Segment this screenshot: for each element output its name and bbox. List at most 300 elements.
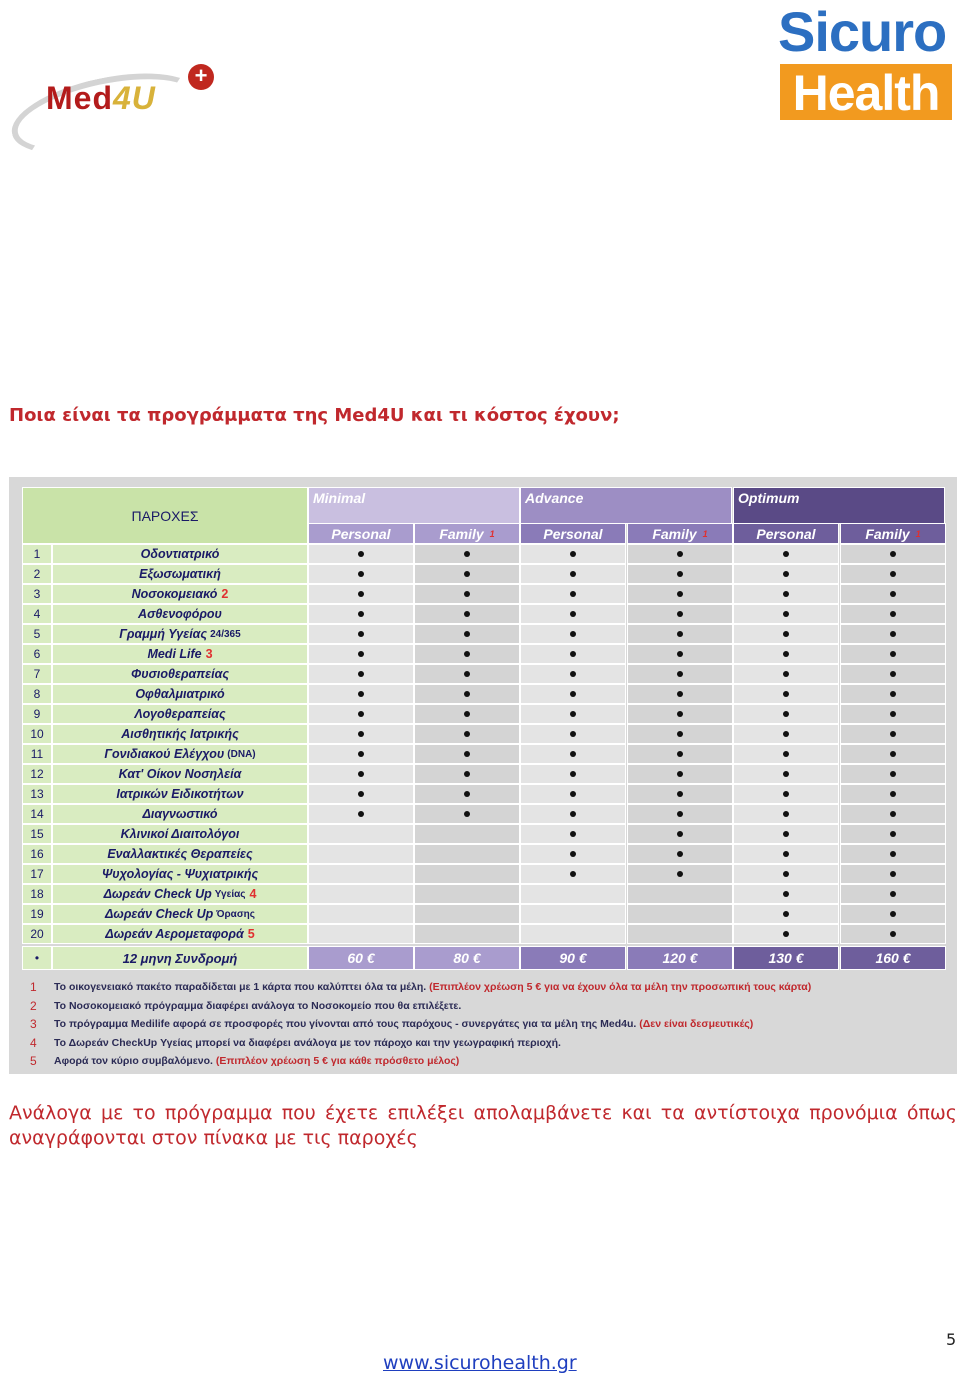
coverage-cell [733,804,839,824]
subheader-label: Family [439,525,484,542]
bullet-icon [677,611,683,617]
coverage-cell [414,884,520,904]
service-extra: 24/365 [210,628,241,640]
bullet-icon [890,691,896,697]
footnote-text: Το οικογενειακό πακέτο παραδίδεται με 1 κάρτα που καλύπτει όλα τα μέλη. (Επιπλέον χρέωση 5 € για να έχουν όλα τα μέλη την προσωπική τους κάρτα) [54,981,812,993]
service-label: Αισθητικής Ιατρικής [121,727,239,741]
service-label: Διαγνωστικό [142,807,218,821]
bullet-icon [890,571,896,577]
bullet-icon [464,591,470,597]
coverage-cell [627,784,733,804]
subheader-label: Family [865,525,910,542]
footnote-number: 4 [30,1035,37,1050]
coverage-cell [840,924,946,944]
coverage-cell [840,544,946,564]
bullet-icon [783,571,789,577]
price-cell: 60 € [308,946,414,970]
subheader-personal [733,523,839,544]
coverage-cell [733,884,839,904]
price-cell: 160 € [840,946,946,970]
coverage-cell [414,924,520,944]
paragraph-word: επιλέξει [387,1102,465,1124]
price-cell: 120 € [627,946,733,970]
subheader-personal [520,523,626,544]
coverage-cell [308,684,414,704]
row-number: 17 [22,864,52,884]
bullet-icon [358,611,364,617]
coverage-cell [414,564,520,584]
coverage-cell [308,804,414,824]
coverage-cell [520,844,626,864]
footnote [30,1034,950,1053]
coverage-cell [520,664,626,684]
coverage-cell [414,804,520,824]
coverage-cell [308,864,414,884]
paragraph-word: τα [660,1102,685,1124]
bullet-icon [890,611,896,617]
service-name [52,904,308,924]
coverage-cell [308,664,414,684]
row-number: 10 [22,724,52,744]
bullet-icon [783,791,789,797]
paragraph-word: έχετε [324,1102,379,1124]
bullet-icon [358,811,364,817]
bullet-icon [890,631,896,637]
coverage-cell [840,844,946,864]
bullet-icon [358,791,364,797]
coverage-cell [840,664,946,684]
footnote-ref: 1 [915,528,921,539]
coverage-cell [627,804,733,824]
coverage-cell [520,684,626,704]
bullet-icon [677,671,683,677]
service-name [52,784,308,804]
coverage-cell [627,584,733,604]
bullet-icon [570,671,576,677]
service-name [52,764,308,784]
bullet-icon [677,811,683,817]
footnote-ref: 3 [205,647,213,661]
footnote-ref: 2 [221,587,229,601]
coverage-cell [414,604,520,624]
plan-header-advance: Advance [520,487,732,524]
row-number: 15 [22,824,52,844]
coverage-cell [414,844,520,864]
bullet-icon [464,791,470,797]
coverage-cell [520,584,626,604]
footnote-number: 2 [30,998,37,1013]
bullet-icon [570,871,576,877]
subheader-label: Family [652,525,697,542]
row-number: 16 [22,844,52,864]
coverage-cell [308,584,414,604]
bullet-icon [783,911,789,917]
price-cell: 80 € [414,946,520,970]
coverage-cell [627,744,733,764]
coverage-cell [414,704,520,724]
subheader-label: Personal [756,525,816,542]
bullet-icon [783,611,789,617]
row-number: 20 [22,924,52,944]
service-name [52,864,308,884]
footnote-number: 5 [30,1054,37,1068]
paragraph-word: απολαμβάνετε [473,1102,613,1124]
coverage-cell [414,824,520,844]
bullet-icon [677,711,683,717]
coverage-cell [520,744,626,764]
service-name [52,844,308,864]
coverage-cell [840,624,946,644]
coverage-cell [308,704,414,724]
coverage-cell [308,604,414,624]
coverage-cell [414,644,520,664]
coverage-cell [627,904,733,924]
coverage-cell [627,704,733,724]
paragraph-word: και [621,1102,652,1124]
coverage-cell [627,544,733,564]
coverage-cell [840,904,946,924]
footnote [30,978,950,997]
coverage-cell [840,704,946,724]
coverage-cell [308,784,414,804]
service-name [52,884,308,904]
coverage-cell [308,644,414,664]
bullet-icon [783,771,789,777]
coverage-cell [733,604,839,624]
sicuro-logo-line1: Sicuro [778,0,947,63]
coverage-cell [840,724,946,744]
service-name [52,824,308,844]
service-name [52,744,308,764]
bullet-icon [570,731,576,737]
coverage-cell [840,804,946,824]
coverage-cell [627,624,733,644]
bullet-icon [890,711,896,717]
service-label: Medi Life [147,647,202,661]
bullet-icon [783,671,789,677]
bullet-icon [677,751,683,757]
row-number: 2 [22,564,52,584]
bullet-icon [783,651,789,657]
bullet-icon [464,671,470,677]
bullet-icon [890,651,896,657]
coverage-cell [627,564,733,584]
bullet-icon [570,691,576,697]
paragraph-word: με [100,1102,124,1124]
coverage-cell [308,904,414,924]
service-label: Ψυχολογίας - Ψυχιατρικής [101,867,259,881]
bullet-icon [464,611,470,617]
bullet-icon [890,851,896,857]
coverage-cell [627,724,733,744]
coverage-cell [627,644,733,664]
footnote-ref: 4 [249,887,257,901]
coverage-cell [520,884,626,904]
bullet-icon [464,691,470,697]
footnote-highlight: (Δεν είναι δεσμευτικές) [636,1018,754,1030]
service-name [52,804,308,824]
footnote-text: Το Δωρεάν CheckUp Υγείας μπορεί να διαφέρει ανάλογα με τον πάροχο και την γεωγραφική περιοχή. [54,1036,561,1049]
sicuro-logo-line2: Health [780,64,952,120]
bullet-icon [358,551,364,557]
coverage-cell [520,864,626,884]
coverage-cell [414,744,520,764]
coverage-cell [308,564,414,584]
footnote-number: 3 [30,1017,37,1031]
coverage-cell [520,644,626,664]
coverage-cell [733,544,839,564]
sicuro-health-logo [778,0,954,121]
row-number: 5 [22,624,52,644]
coverage-cell [627,864,733,884]
coverage-cell [627,664,733,684]
service-extra: Όρασης [216,908,255,920]
coverage-cell [520,624,626,644]
bullet-icon [677,831,683,837]
coverage-cell [308,824,414,844]
price-cell: 90 € [520,946,626,970]
footnote-ref: 5 [247,927,255,941]
bullet-icon [677,791,683,797]
service-label: Ασθενοφόρου [138,607,222,621]
paragraph-word: που [281,1102,316,1124]
service-name [52,544,308,564]
coverage-cell [733,764,839,784]
service-name [52,604,308,624]
paragraph-line-1 [9,1101,957,1126]
bullet-icon [677,871,683,877]
bullet-icon [464,711,470,717]
service-name [52,724,308,744]
table-footnotes [30,978,950,1071]
footnote-text: Το πρόγραμμα Medilife αφορά σε προσφορές που γίνονται από τους παρόχους - συνεργάτες για τα μέλη της Med4u. (Δεν είναι δεσμευτικές) [54,1018,754,1030]
footnote-highlight: (Επιπλέον χρέωση 5 € για να έχουν όλα τα μέλη την προσωπική τους κάρτα) [426,981,812,993]
row-number: 18 [22,884,52,904]
coverage-cell [520,784,626,804]
coverage-cell [414,724,520,744]
footnote [30,1052,950,1071]
paragraph-word: όπως [906,1102,957,1124]
footnote-ref: 1 [702,528,708,539]
footnote-number: 1 [30,980,37,994]
coverage-cell [414,584,520,604]
footnote [30,997,950,1016]
coverage-cell [840,824,946,844]
coverage-cell [627,684,733,704]
coverage-cell [733,844,839,864]
bullet-icon [570,711,576,717]
bullet-icon [570,651,576,657]
service-extra: Υγείας [214,888,246,900]
coverage-cell [308,624,414,644]
paragraph-word: αντίστοιχα [693,1102,801,1124]
row-number: 19 [22,904,52,924]
bullet-icon [464,771,470,777]
subheader-label: Personal [543,525,603,542]
coverage-cell [414,784,520,804]
bullet-icon [890,751,896,757]
coverage-cell [627,764,733,784]
footer-link[interactable]: www.sicurohealth.gr [383,1352,577,1374]
coverage-cell [840,744,946,764]
bullet-icon [890,891,896,897]
bullet-icon [570,591,576,597]
paragraph-word: το [132,1102,156,1124]
coverage-cell [520,564,626,584]
service-label: Εξωσωματική [139,567,221,581]
bullet-icon [890,911,896,917]
row-number: 11 [22,744,52,764]
bullet-icon [358,771,364,777]
coverage-cell [520,704,626,724]
service-label: Φυσιοθεραπείας [130,667,230,681]
coverage-cell [840,584,946,604]
service-name [52,564,308,584]
paragraph-word: Ανάλογα [9,1102,92,1124]
bullet-icon [783,931,789,937]
bullet-icon [358,691,364,697]
bullet-icon [358,751,364,757]
bullet-icon [464,651,470,657]
description-paragraph [9,1101,957,1151]
coverage-cell [520,544,626,564]
coverage-cell [733,684,839,704]
service-label: Ιατρικών Ειδικοτήτων [116,787,244,801]
coverage-cell [308,724,414,744]
service-label: Οφθαλμιατρικό [135,687,225,701]
bullet-icon [358,571,364,577]
coverage-cell [627,884,733,904]
bullet-icon [677,691,683,697]
bullet-icon [570,571,576,577]
bullet-icon [677,651,683,657]
table-header-label: ΠΑΡΟΧΕΣ [22,487,308,544]
bullet-icon [783,551,789,557]
coverage-cell [414,544,520,564]
bullet-icon [783,631,789,637]
bullet-icon [890,551,896,557]
service-name [52,644,308,664]
bullet-icon [783,891,789,897]
footnote-highlight: (Επιπλέον χρέωση 5 € για κάθε πρόσθετο μέλος) [212,1055,460,1067]
coverage-cell [627,824,733,844]
bullet-icon [783,691,789,697]
bullet-icon [358,651,364,657]
bullet-icon [464,551,470,557]
subheader-label: Personal [331,525,391,542]
footnote-ref: 1 [489,528,495,539]
row-number: 12 [22,764,52,784]
coverage-cell [414,764,520,784]
coverage-cell [414,664,520,684]
page-number: 5 [946,1330,957,1349]
service-label: Κατ' Οίκον Νοσηλεία [118,767,242,781]
bullet-icon [783,751,789,757]
bullet-icon [783,591,789,597]
coverage-cell [520,824,626,844]
row-number: 7 [22,664,52,684]
subheader-family [840,523,946,544]
footnote-text: Αφορά τον κύριο συμβαλόμενο. (Επιπλέον χρέωση 5 € για κάθε πρόσθετο μέλος) [54,1055,460,1067]
price-row-label: 12 μηνη Συνδρομή [52,946,308,970]
service-label: Κλινικοί Διαιτολόγοι [120,827,240,841]
coverage-cell [733,744,839,764]
price-cell: 130 € [733,946,839,970]
service-name [52,584,308,604]
bullet-icon [783,871,789,877]
service-name [52,624,308,644]
coverage-cell [414,624,520,644]
row-number: 14 [22,804,52,824]
bullet-icon [358,591,364,597]
coverage-cell [308,844,414,864]
bullet-icon [570,851,576,857]
bullet-icon [783,711,789,717]
price-row-bullet: • [22,946,52,970]
coverage-cell [733,644,839,664]
bullet-icon [677,731,683,737]
bullet-icon [677,851,683,857]
coverage-cell [733,624,839,644]
bullet-icon [890,831,896,837]
coverage-cell [840,884,946,904]
section-question: Ποια είναι τα προγράμματα της Med4U και τι κόστος έχουν; [9,405,620,426]
bullet-icon [570,771,576,777]
coverage-cell [840,784,946,804]
bullet-icon [890,731,896,737]
row-number: 3 [22,584,52,604]
row-number: 13 [22,784,52,804]
coverage-cell [733,584,839,604]
bullet-icon [570,551,576,557]
service-name [52,704,308,724]
bullet-icon [358,631,364,637]
service-label: Γραμμή Υγείας [119,627,208,641]
subheader-personal [308,523,414,544]
coverage-cell [733,664,839,684]
service-label: Οδοντιατρικό [140,547,220,561]
service-name [52,684,308,704]
coverage-cell [840,604,946,624]
bullet-icon [890,771,896,777]
coverage-cell [627,844,733,864]
coverage-cell [733,704,839,724]
bullet-icon [890,931,896,937]
bullet-icon [358,731,364,737]
bullet-icon [890,871,896,877]
bullet-icon [890,671,896,677]
row-number: 9 [22,704,52,724]
bullet-icon [570,751,576,757]
bullet-icon [464,751,470,757]
bullet-icon [464,631,470,637]
service-label: Νοσοκομειακό [131,587,218,601]
coverage-cell [308,544,414,564]
coverage-cell [308,884,414,904]
plan-header-minimal: Minimal [308,487,520,524]
med4u-logo-text: Med4U [46,80,156,116]
service-label: Εναλλακτικές Θεραπείες [107,847,253,861]
coverage-cell [308,744,414,764]
coverage-cell [733,824,839,844]
coverage-cell [733,724,839,744]
bullet-icon [677,591,683,597]
coverage-cell [414,684,520,704]
bullet-icon [570,611,576,617]
paragraph-word: πρόγραμμα [164,1102,273,1124]
row-number: 1 [22,544,52,564]
coverage-cell [520,904,626,924]
